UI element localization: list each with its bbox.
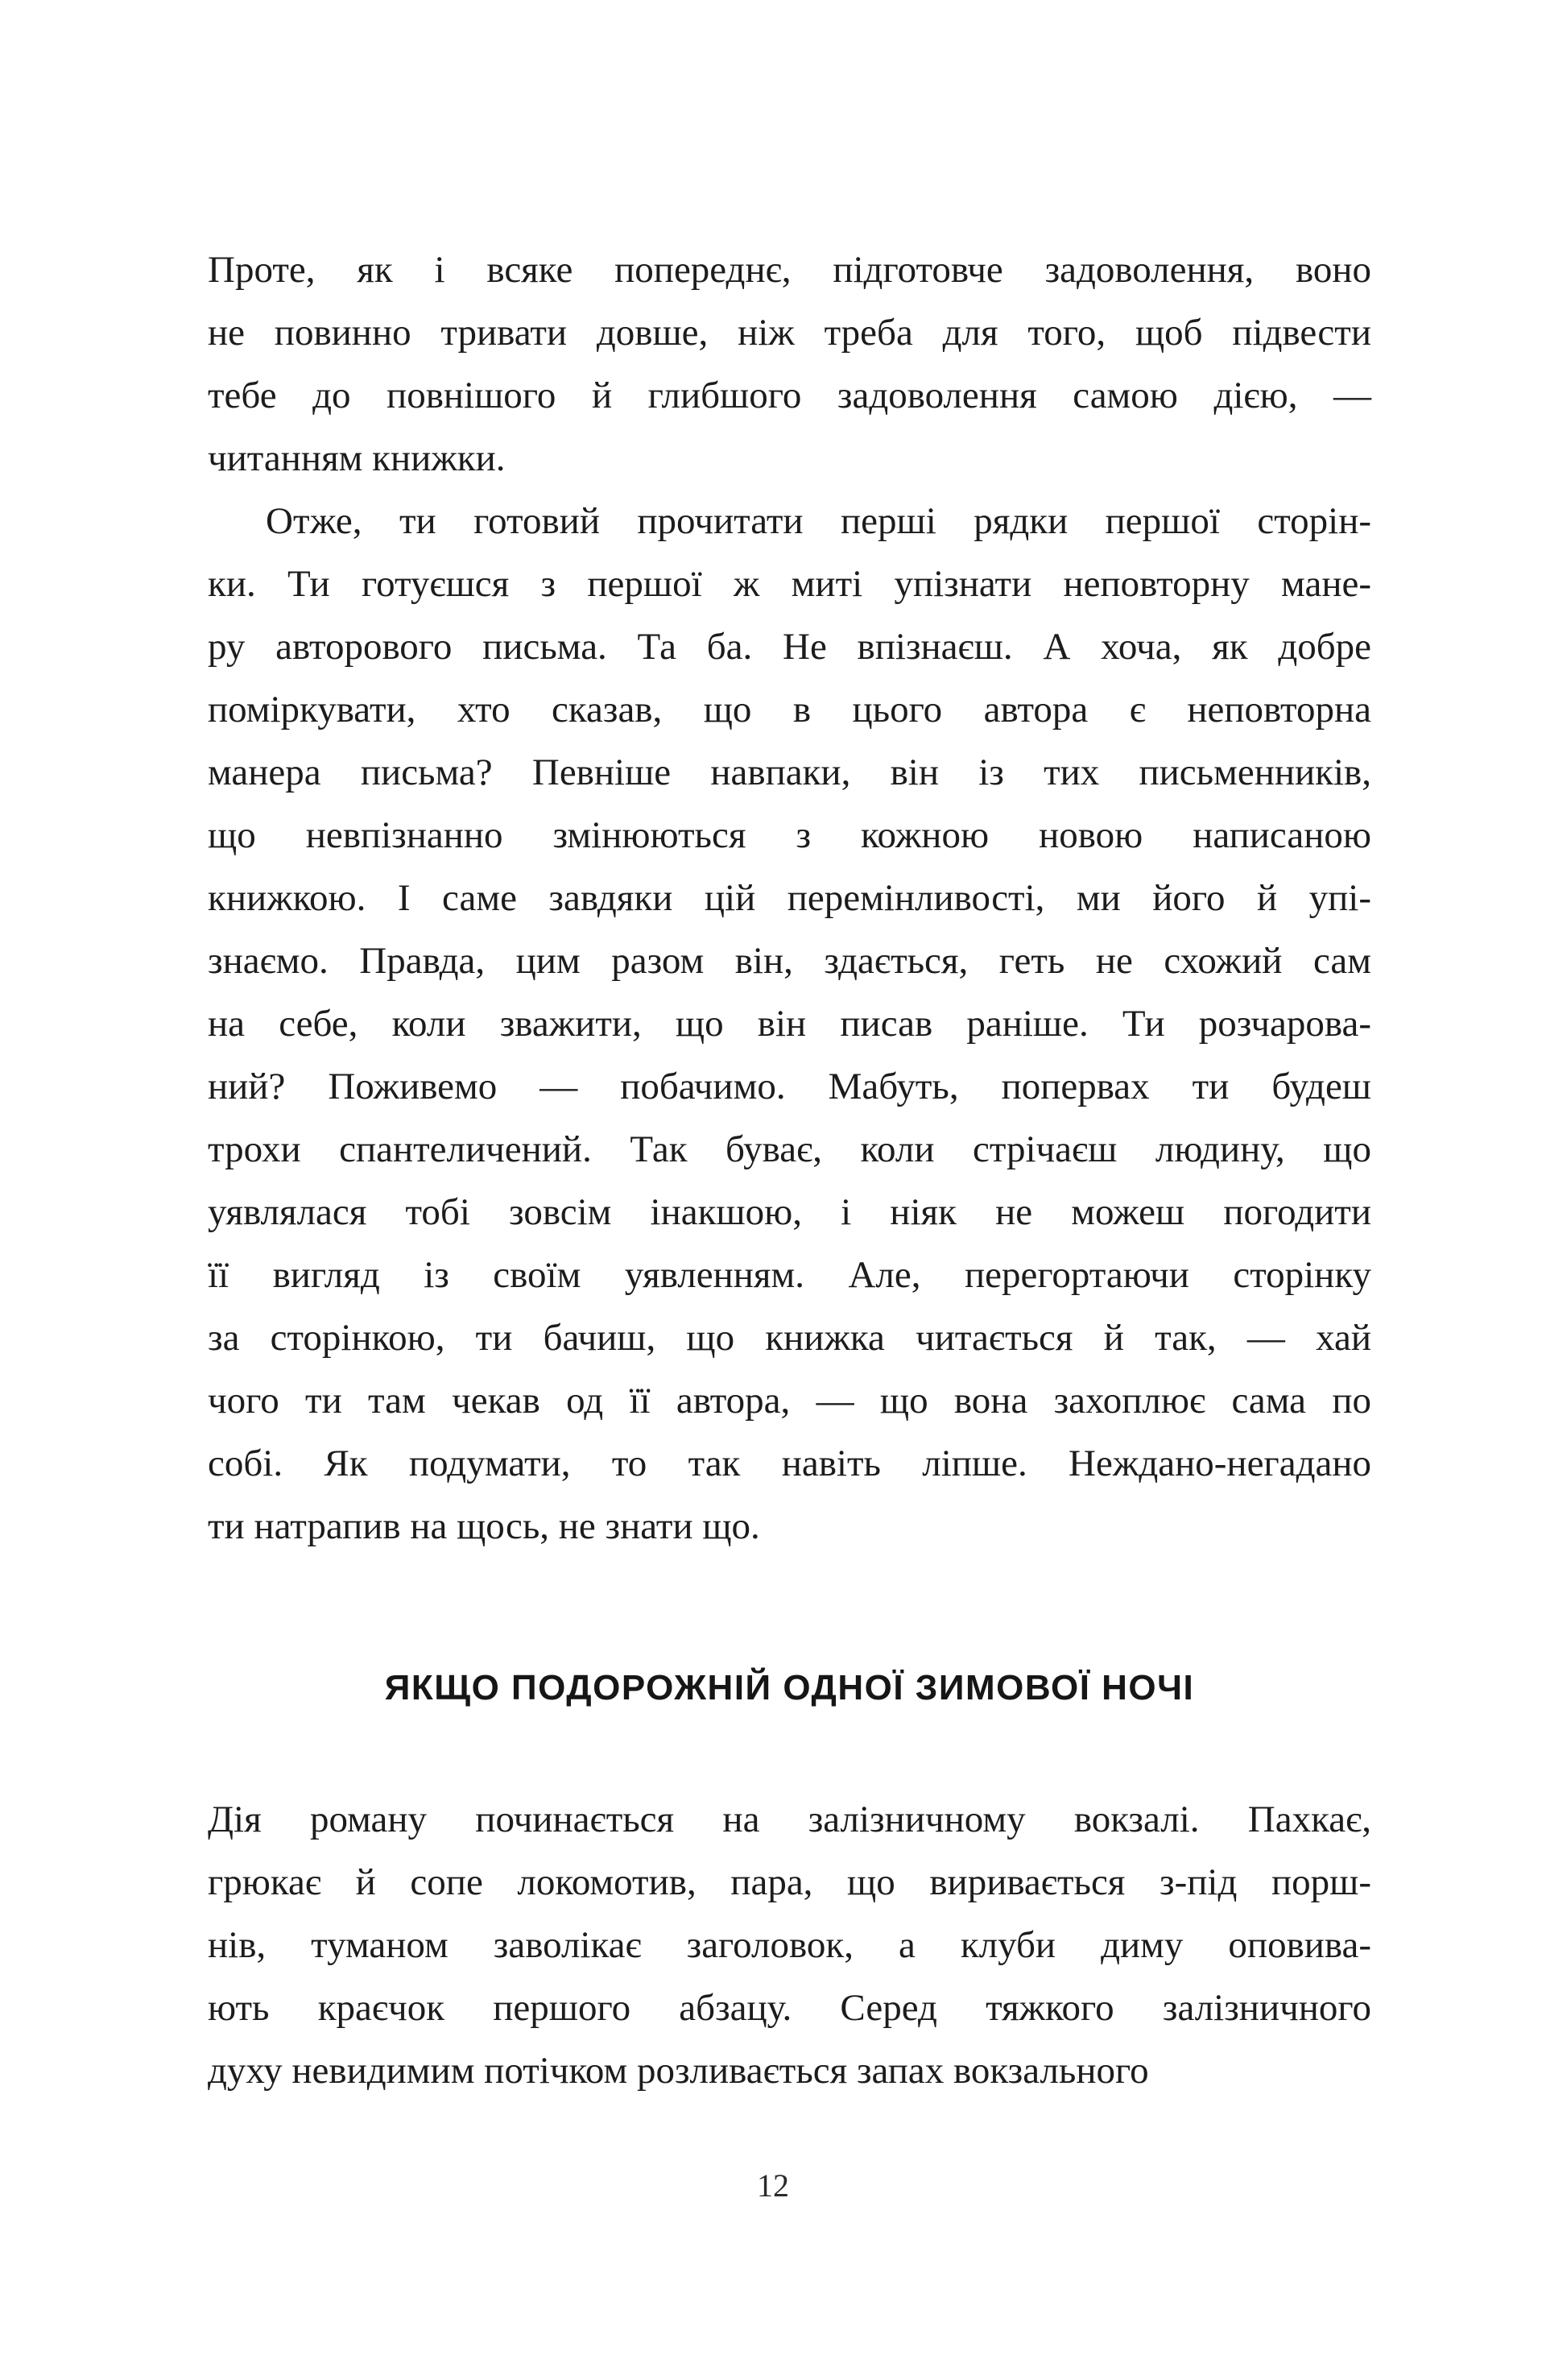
text-line: Проте, як і всяке попереднє, підготовче задоволення, воно xyxy=(208,249,1371,291)
text-line: книжкою. І саме завдяки цій перемінливості, ми його й упі- xyxy=(208,877,1371,919)
page-number: 12 xyxy=(757,2167,789,2204)
text-line: ють краєчок першого абзацу. Серед тяжкого залізничного xyxy=(208,1987,1371,2029)
text-line: духу невидимим потічком розливається запах вокзального xyxy=(208,2050,1149,2092)
text-line: манера письма? Певніше навпаки, він із тих письменників, xyxy=(208,751,1371,793)
text-line: на себе, коли зважити, що він писав раніше. Ти розчарова- xyxy=(208,1003,1371,1045)
text-block xyxy=(208,238,1371,2102)
text-line: нів, туманом заволікає заголовок, а клуби диму оповива- xyxy=(208,1924,1371,1966)
text-line: чого ти там чекав од її автора, — що вона захоплює сама по xyxy=(208,1380,1371,1422)
text-line: Дія роману починається на залізничному вокзалі. Пахкає, xyxy=(208,1798,1371,1840)
text-line: поміркувати, хто сказав, що в цього автора є неповторна xyxy=(208,689,1371,731)
text-line: грюкає й сопе локомотив, пара, що виривається з-під порш- xyxy=(208,1861,1371,1903)
text-line: ру авторового письма. Та ба. Не впізнаєш. А хоча, як добре xyxy=(208,626,1371,668)
text-line: собі. Як подумати, то так навіть ліпше. Неждано-негадано xyxy=(208,1442,1371,1484)
text-line: за сторінкою, ти бачиш, що книжка читається й так, — хай xyxy=(208,1317,1371,1359)
text-line: уявлялася тобі зовсім інакшою, і ніяк не можеш погодити xyxy=(208,1191,1371,1233)
text-line: її вигляд із своїм уявленням. Але, перегортаючи сторінку xyxy=(208,1254,1371,1296)
paragraph-continuation xyxy=(208,238,1371,490)
text-line: не повинно тривати довше, ніж треба для того, щоб підвести xyxy=(208,312,1371,354)
text-line: трохи спантеличений. Так буває, коли стрічаєш людину, що xyxy=(208,1128,1371,1170)
text-line: читанням книжки. xyxy=(208,437,506,479)
text-line: ти натрапив на щось, не знати що. xyxy=(208,1505,760,1547)
text-line: тебе до повнішого й глибшого задоволення самою дією, — xyxy=(208,375,1371,416)
paragraph-chapter-opening xyxy=(208,1788,1371,2102)
text-line: знаємо. Правда, цим разом він, здається, геть не схожий сам xyxy=(208,940,1371,982)
chapter-title: ЯКЩО ПОДОРОЖНІЙ ОДНОЇ ЗИМОВОЇ НОЧІ xyxy=(384,1668,1195,1707)
text-line: ний? Поживемо — побачимо. Мабуть, попервах ти будеш xyxy=(208,1066,1371,1107)
text-line: ки. Ти готуєшся з першої ж миті упізнати неповторну мане- xyxy=(208,563,1371,605)
text-line: Отже, ти готовий прочитати перші рядки першої сторін- xyxy=(266,500,1371,542)
paragraph-body xyxy=(208,490,1371,1558)
text-line: що невпізнанно змінюються з кожною новою написаною xyxy=(208,814,1371,856)
